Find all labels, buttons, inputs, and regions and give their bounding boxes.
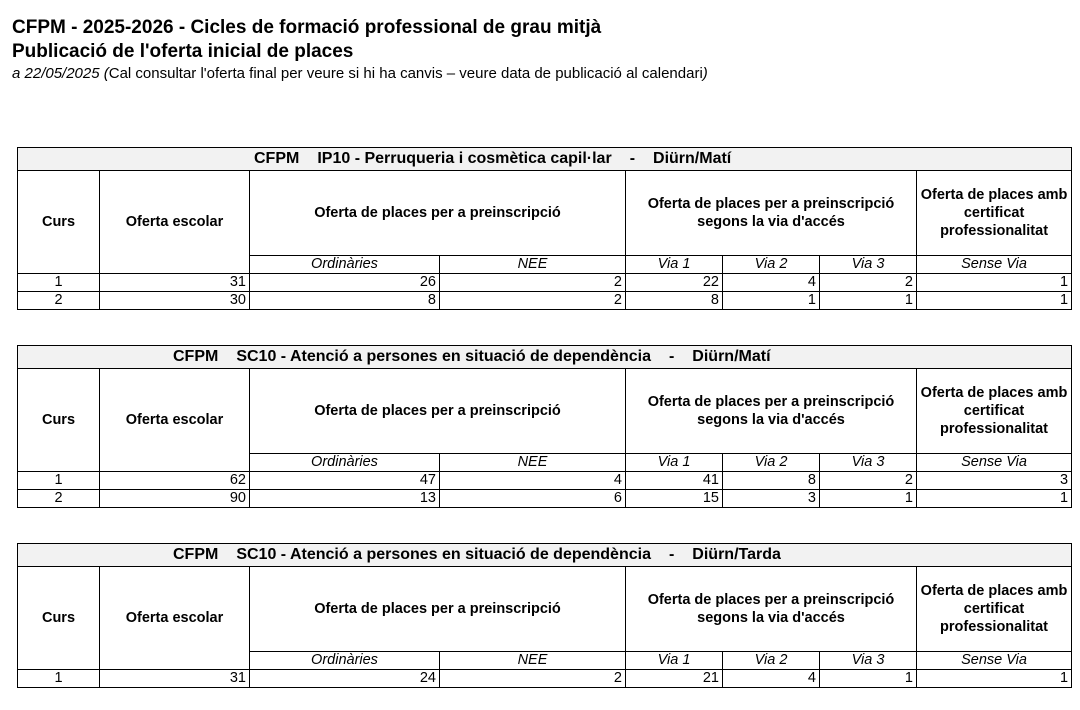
publication-date: a 22/05/2025 ( xyxy=(12,65,109,82)
publication-note xyxy=(12,64,708,84)
table-row xyxy=(18,472,1072,490)
cell-sense-via: 1 xyxy=(917,490,1072,508)
page-header xyxy=(12,16,708,84)
cell-nee: 2 xyxy=(440,274,626,292)
header-curs: Curs xyxy=(18,369,100,472)
header-preinscripcio: Oferta de places per a preinscripció xyxy=(250,567,626,652)
cell-via3: 1 xyxy=(820,490,917,508)
cell-via1: 15 xyxy=(626,490,723,508)
column-header-row xyxy=(18,171,1072,256)
cell-oferta: 62 xyxy=(100,472,250,490)
cell-via2: 1 xyxy=(723,292,820,310)
header-preinscripcio: Oferta de places per a preinscripció xyxy=(250,369,626,454)
title-separator: - xyxy=(668,546,675,563)
cell-via2: 8 xyxy=(723,472,820,490)
cell-nee: 2 xyxy=(440,670,626,688)
subheader-sense-via: Sense Via xyxy=(917,652,1072,670)
cell-ordinaries: 13 xyxy=(250,490,440,508)
title-separator: - xyxy=(629,150,636,167)
header-curs: Curs xyxy=(18,171,100,274)
cell-curs: 1 xyxy=(18,670,100,688)
note-text: Cal consultar l'oferta final per veure si hi ha canvis – veure data de publicació al calendari xyxy=(108,65,703,82)
header-via-acces: Oferta de places per a preinscripció segons la via d'accés xyxy=(626,567,917,652)
subheader-via2: Via 2 xyxy=(723,256,820,274)
cell-via3: 1 xyxy=(820,292,917,310)
cell-nee: 2 xyxy=(440,292,626,310)
cell-via1: 22 xyxy=(626,274,723,292)
cell-sense-via: 1 xyxy=(917,274,1072,292)
header-certificat: Oferta de places amb certificat professionalitat xyxy=(917,369,1072,454)
cell-oferta: 31 xyxy=(100,670,250,688)
cfpm-label: CFPM xyxy=(173,348,219,365)
header-certificat: Oferta de places amb certificat professionalitat xyxy=(917,171,1072,256)
cfpm-label: CFPM xyxy=(254,150,300,167)
cell-curs: 2 xyxy=(18,490,100,508)
cycle-name: SC10 - Atenció a persones en situació de dependència xyxy=(236,348,651,365)
subheader-via1: Via 1 xyxy=(626,454,723,472)
subheader-nee: NEE xyxy=(440,256,626,274)
cell-sense-via: 1 xyxy=(917,292,1072,310)
cfpm-label: CFPM xyxy=(173,546,219,563)
table-row xyxy=(18,292,1072,310)
header-via-acces: Oferta de places per a preinscripció segons la via d'accés xyxy=(626,369,917,454)
subheader-nee: NEE xyxy=(440,652,626,670)
page-subtitle: Publicació de l'oferta inicial de places xyxy=(12,41,354,62)
subheader-via3: Via 3 xyxy=(820,454,917,472)
shift-label: Diürn/Matí xyxy=(653,150,732,167)
cell-nee: 4 xyxy=(440,472,626,490)
course-table xyxy=(17,147,1072,310)
subheader-via3: Via 3 xyxy=(820,652,917,670)
table-title-row xyxy=(18,346,1072,369)
cell-ordinaries: 24 xyxy=(250,670,440,688)
subheader-sense-via: Sense Via xyxy=(917,454,1072,472)
header-preinscripcio: Oferta de places per a preinscripció xyxy=(250,171,626,256)
header-oferta-escolar: Oferta escolar xyxy=(100,171,250,274)
note-close: ) xyxy=(702,65,708,82)
column-header-row xyxy=(18,567,1072,652)
table-row xyxy=(18,274,1072,292)
cell-nee: 6 xyxy=(440,490,626,508)
cell-ordinaries: 8 xyxy=(250,292,440,310)
subheader-ordinaries: Ordinàries xyxy=(250,256,440,274)
cell-via1: 21 xyxy=(626,670,723,688)
course-table xyxy=(17,543,1072,688)
header-via-acces: Oferta de places per a preinscripció segons la via d'accés xyxy=(626,171,917,256)
cell-curs: 2 xyxy=(18,292,100,310)
cell-via3: 2 xyxy=(820,472,917,490)
subheader-via2: Via 2 xyxy=(723,652,820,670)
shift-label: Diürn/Matí xyxy=(692,348,771,365)
table-row xyxy=(18,670,1072,688)
cell-via2: 4 xyxy=(723,274,820,292)
table-row xyxy=(18,490,1072,508)
cell-via3: 1 xyxy=(820,670,917,688)
subheader-via1: Via 1 xyxy=(626,256,723,274)
header-oferta-escolar: Oferta escolar xyxy=(100,567,250,670)
table-title xyxy=(18,346,1072,369)
cell-oferta: 31 xyxy=(100,274,250,292)
shift-label: Diürn/Tarda xyxy=(692,546,781,563)
subheader-via2: Via 2 xyxy=(723,454,820,472)
subheader-ordinaries: Ordinàries xyxy=(250,454,440,472)
cell-curs: 1 xyxy=(18,274,100,292)
cell-via1: 41 xyxy=(626,472,723,490)
cell-sense-via: 1 xyxy=(917,670,1072,688)
header-certificat: Oferta de places amb certificat professionalitat xyxy=(917,567,1072,652)
title-separator: - xyxy=(668,348,675,365)
cell-sense-via: 3 xyxy=(917,472,1072,490)
table-title-row xyxy=(18,544,1072,567)
cell-ordinaries: 26 xyxy=(250,274,440,292)
column-header-row xyxy=(18,369,1072,454)
header-oferta-escolar: Oferta escolar xyxy=(100,369,250,472)
subheader-sense-via: Sense Via xyxy=(917,256,1072,274)
table-title-row xyxy=(18,148,1072,171)
cell-via1: 8 xyxy=(626,292,723,310)
table-title xyxy=(18,148,1072,171)
subheader-via3: Via 3 xyxy=(820,256,917,274)
cell-via2: 3 xyxy=(723,490,820,508)
cell-via2: 4 xyxy=(723,670,820,688)
subheader-nee: NEE xyxy=(440,454,626,472)
subheader-ordinaries: Ordinàries xyxy=(250,652,440,670)
cell-via3: 2 xyxy=(820,274,917,292)
table-title xyxy=(18,544,1072,567)
subheader-via1: Via 1 xyxy=(626,652,723,670)
cell-oferta: 30 xyxy=(100,292,250,310)
cycle-name: IP10 - Perruqueria i cosmètica capil·lar xyxy=(317,150,612,167)
cell-curs: 1 xyxy=(18,472,100,490)
header-curs: Curs xyxy=(18,567,100,670)
cell-ordinaries: 47 xyxy=(250,472,440,490)
course-table xyxy=(17,345,1072,508)
cell-oferta: 90 xyxy=(100,490,250,508)
cycle-name: SC10 - Atenció a persones en situació de dependència xyxy=(236,546,651,563)
page-title: CFPM - 2025-2026 - Cicles de formació professional de grau mitjà xyxy=(12,17,602,38)
